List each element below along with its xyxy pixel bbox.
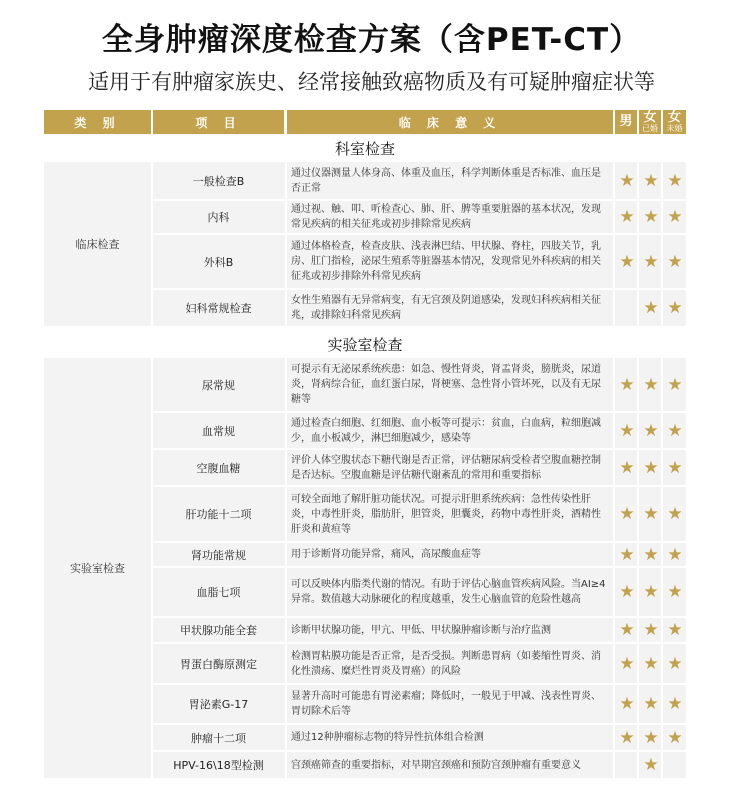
item-name: 血脂七项: [196, 586, 241, 599]
item-description: [287, 543, 613, 566]
star-icon: ★: [667, 298, 683, 318]
item-description-text: 宫颈癌筛查的重要指标，对早期宫颈癌和预防宫颈肿瘤有重要意义: [291, 759, 581, 771]
header-item: 项 目: [153, 110, 284, 134]
table-row: [153, 162, 686, 199]
star-icon: ★: [667, 504, 683, 524]
star-icon: ★: [619, 207, 635, 227]
star-icon: ★: [619, 544, 635, 565]
header-meaning: 临 床 意 义: [287, 110, 613, 134]
item-description-text: 女性生殖器有无异常病变，有无宫颈及阴道感染，发现妇科疾病相关征兆，或排除妇科常见疾病: [291, 295, 601, 321]
item-name: 内科: [207, 211, 230, 224]
star-icon: ★: [667, 727, 683, 748]
item-name: 空腹血糖: [196, 461, 241, 475]
item-description-text: 可以反映体内脂类代谢的情况。有助于评估心脑血管疾病风险。当AI≥4异常。数值越大动脉硬化的程度越重，发生心脑血管的危险性越高: [291, 579, 606, 605]
item-name: 肿瘤十二项: [191, 731, 246, 745]
item-name: 外科B: [203, 255, 234, 269]
item-name: 妇科常规检查: [185, 302, 252, 315]
table-row: [153, 752, 686, 778]
header-female-married-note: 已婚: [642, 123, 658, 133]
item-description: [287, 201, 613, 233]
item-description: [287, 450, 613, 485]
header-female-married: [639, 110, 661, 134]
category-lab: 实验室检查: [44, 358, 151, 778]
star-icon: ★: [619, 420, 635, 441]
item-description: [287, 644, 613, 683]
star-icon: ★: [643, 298, 659, 318]
star-icon: ★: [667, 374, 683, 395]
item-name: 血常规: [202, 424, 235, 438]
star-icon: ★: [619, 582, 635, 602]
table-row: [153, 487, 686, 541]
item-description-text: 检测胃粘膜功能是否正常，是否受损。判断患胃病（如萎缩性胃炎、消化性溃疡、糜烂性胃炎及胃癌）的风险: [291, 650, 601, 677]
item-description-text: 通过检查白细胞、红细胞、血小板等可提示：贫血，白血病，粒细胞减少，血小板减少，淋巴细胞减少，感染等: [291, 417, 601, 444]
item-description-text: 用于诊断肾功能异常，痛风，高尿酸血症等: [291, 549, 481, 560]
star-icon: ★: [667, 420, 683, 441]
table-row: [153, 644, 686, 683]
item-description: [287, 685, 613, 723]
star-icon: ★: [667, 694, 683, 714]
item-description-text: 可较全面地了解肝脏功能状况。可提示肝胆系统疾病：急性传染性肝炎，中毒性肝炎，脂肪肝，胆管炎，胆囊炎，药物中毒性肝炎，酒精性肝炎和黄疸等: [291, 493, 601, 535]
section-title-lab: 实验室检查: [327, 336, 403, 354]
header-category: 类 别: [44, 110, 151, 134]
star-icon: ★: [619, 620, 635, 640]
star-icon: ★: [643, 653, 659, 674]
header-male: [615, 110, 637, 134]
item-description-text: 通过仪器测量人体身高、体重及血压，科学判断体重是否标准、血压是否正常: [291, 167, 601, 194]
star-icon: ★: [667, 170, 683, 191]
star-icon: ★: [619, 694, 635, 714]
star-icon: ★: [619, 727, 635, 748]
item-description-text: 显著升高时可能患有胃泌素瘤；降低时，一般见于甲减、浅表性胃炎、胃切除术后等: [291, 691, 601, 717]
star-icon: ★: [643, 544, 659, 565]
item-description-text: 评价人体空腹状态下糖代谢是否正常，评估糖尿病受检者空腹血糖控制是否达标。空腹血糖是评估糖代谢紊乱的常用和重要指标: [291, 454, 601, 481]
table-row: [153, 235, 686, 288]
table-row: [153, 290, 686, 326]
empty-star-cell: [615, 290, 639, 326]
header-female-unmarried: [663, 110, 686, 134]
item-name: 胃泌素G-17: [188, 698, 249, 711]
item-description: [287, 413, 613, 448]
star-icon: ★: [643, 620, 659, 640]
item-description: [287, 725, 613, 750]
star-icon: ★: [667, 457, 683, 478]
item-name: 肾功能常规: [191, 548, 246, 562]
star-icon: ★: [667, 251, 683, 272]
empty-star-cell: [663, 752, 687, 778]
star-icon: ★: [619, 374, 635, 395]
table-row: [153, 725, 686, 750]
item-name: 甲状腺功能全套: [180, 624, 257, 637]
item-name: 尿常规: [202, 378, 235, 392]
item-description: [287, 358, 613, 411]
star-icon: ★: [667, 544, 683, 565]
item-description: [287, 752, 613, 778]
star-icon: ★: [643, 374, 659, 395]
item-description: [287, 235, 613, 288]
star-icon: ★: [667, 207, 683, 227]
item-description: [287, 290, 613, 326]
star-icon: ★: [667, 582, 683, 602]
category-clinic: 临床检查: [44, 162, 151, 326]
header-female-unmarried-label: 女: [667, 109, 681, 125]
table-row: [153, 618, 686, 642]
table-row: [153, 413, 686, 448]
star-icon: ★: [667, 620, 683, 640]
star-icon: ★: [643, 457, 659, 478]
star-icon: ★: [619, 170, 635, 191]
item-description-text: 通过体格检查，检查皮肤、浅表淋巴结、甲状腺、脊柱，四肢关节，乳房、肛门指检，泌尿生殖系等脏器基本情况，发现常见外科疾病的相关征兆或初步排除外科常见疾病: [291, 241, 601, 282]
item-name: 肝功能十二项: [185, 508, 252, 521]
star-icon: ★: [643, 170, 659, 191]
star-icon: ★: [643, 755, 659, 775]
item-description: [287, 618, 613, 642]
star-icon: ★: [643, 504, 659, 524]
star-icon: ★: [643, 582, 659, 602]
table-row: [153, 568, 686, 616]
item-description-text: 诊断甲状腺功能，甲亢、甲低、甲状腺肿瘤诊断与治疗监测: [291, 624, 551, 636]
item-description-text: 通过视、触、叩、听检查心、肺、肝、脾等重要脏器的基本状况，发现常见疾病的相关征兆或初步排除常见疾病: [291, 204, 601, 230]
table-row: [153, 685, 686, 723]
star-icon: ★: [643, 207, 659, 227]
item-name: 一般检查B: [192, 174, 245, 188]
table-row: [153, 543, 686, 566]
star-icon: ★: [643, 694, 659, 714]
item-name: 胃蛋白酶原测定: [180, 657, 257, 671]
star-icon: ★: [643, 727, 659, 748]
header-female-married-label: 女: [643, 109, 657, 125]
star-icon: ★: [619, 251, 635, 272]
header-male-label: 男: [619, 114, 633, 129]
star-icon: ★: [619, 504, 635, 524]
page-subtitle: 适用于有肿瘤家族史、经常接触致癌物质及有可疑肿瘤症状等: [88, 70, 655, 94]
item-description: [287, 162, 613, 199]
table-row: [153, 201, 686, 233]
table-row: [153, 450, 686, 485]
section-title-clinic: 科室检查: [334, 140, 395, 158]
item-name: HPV-16\18型检测: [173, 759, 264, 772]
page-title: 全身肿瘤深度检查方案（含PET-CT）: [101, 22, 642, 58]
star-icon: ★: [643, 251, 659, 272]
star-icon: ★: [619, 653, 635, 674]
item-description-text: 可提示有无泌尿系统疾患：如急、慢性肾炎，肾盂肾炎，膀胱炎，尿道炎，肾病综合征，血红蛋白尿，肾梗塞、急性肾小管坏死，以及有无尿糖等: [291, 364, 601, 405]
star-icon: ★: [619, 457, 635, 478]
empty-star-cell: [615, 752, 639, 778]
item-description: [287, 487, 613, 541]
item-description-text: 通过12种肿瘤标志物的特异性抗体组合检测: [291, 732, 484, 743]
table-row: [153, 358, 686, 411]
star-icon: ★: [667, 653, 683, 674]
header-female-unmarried-note: 未婚: [666, 123, 683, 133]
item-description: [287, 568, 613, 616]
star-icon: ★: [643, 420, 659, 441]
